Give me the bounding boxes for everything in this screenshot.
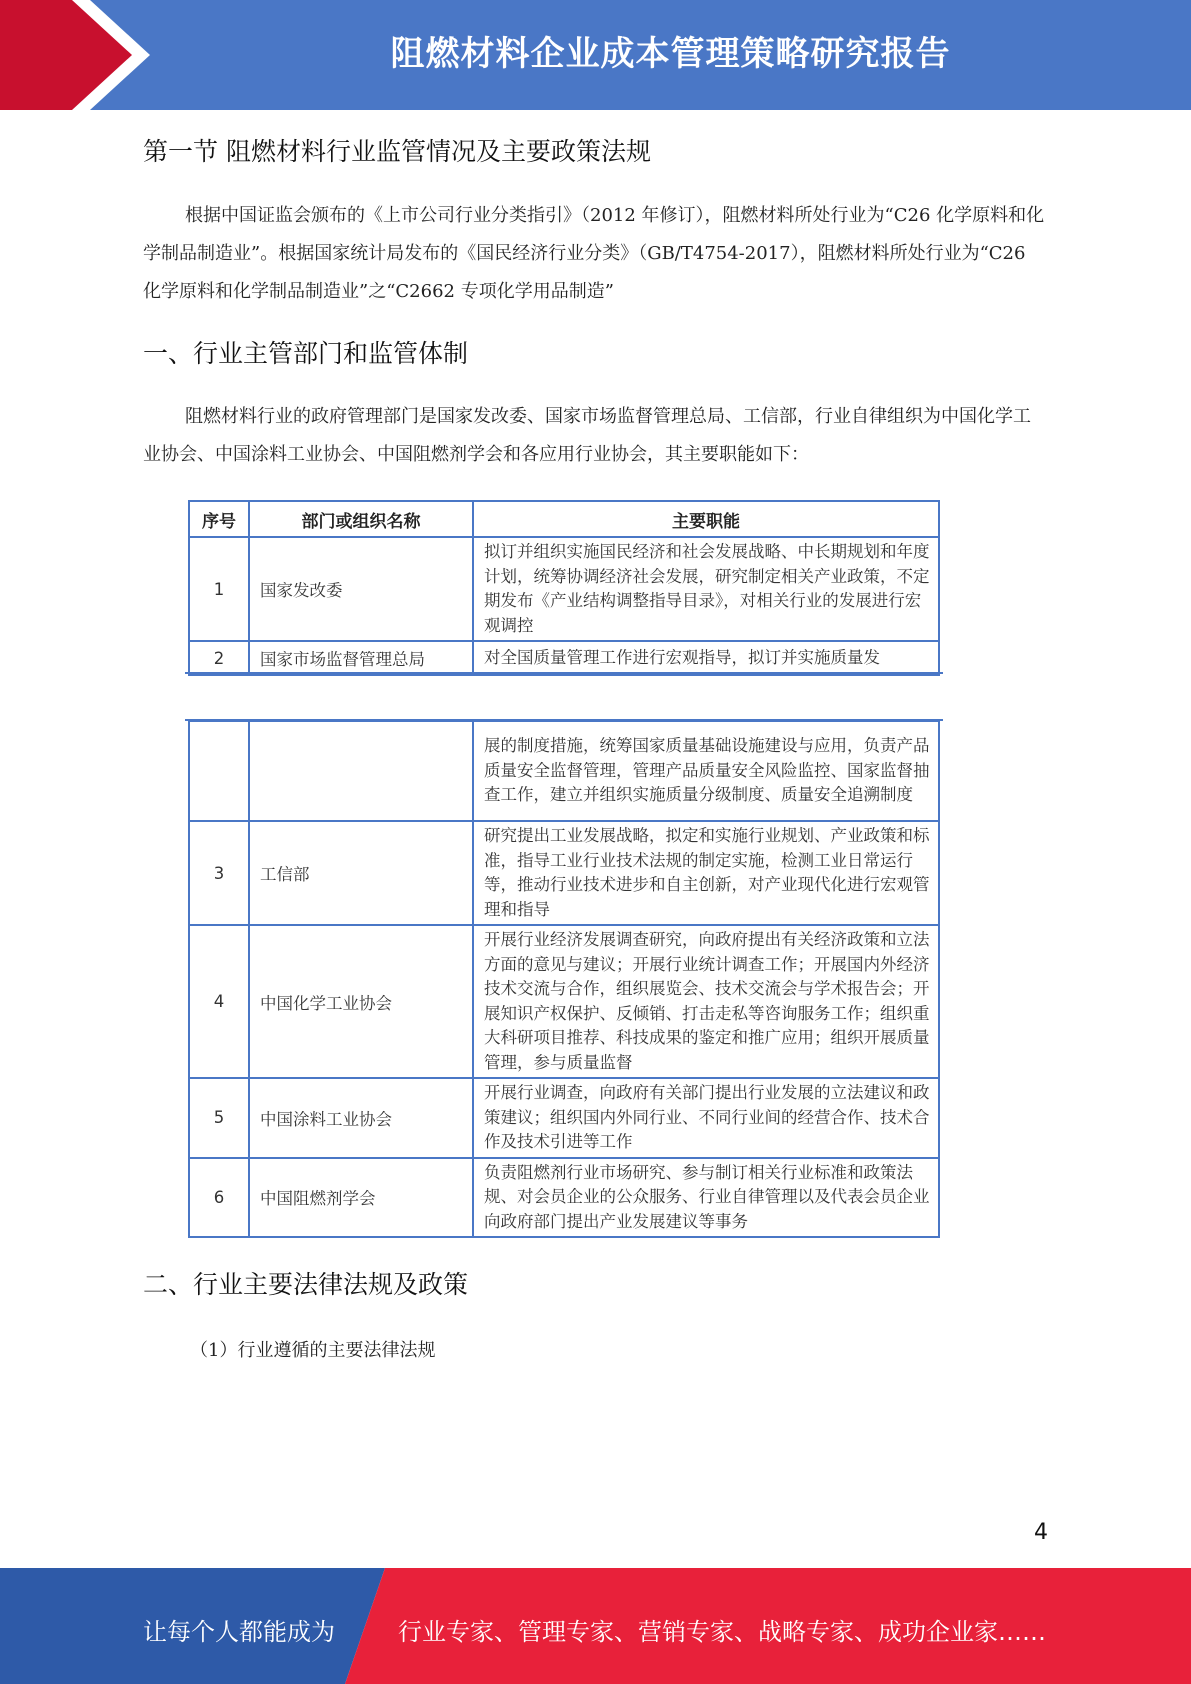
regulator-table-part1 bbox=[188, 500, 940, 676]
row-duty: 开展行业经济发展调查研究，向政府提出有关经济政策和立法方面的意见与建议；开展行业统计调查工作；开展国内外经济技术交流与合作，组织展览会、技术交流会与学术报告会；开展知识产权保护、反倾销、打击走私等咨询服务工作；组织重大科研项目推荐、科技成果的鉴定和推广应用；组织开展质量管理，参与质量监督 bbox=[473, 925, 939, 1078]
row-no: 4 bbox=[189, 925, 249, 1078]
part2-subheading: （1）行业遵循的主要法律法规 bbox=[190, 1340, 436, 1361]
header-arrow-icon bbox=[0, 0, 150, 110]
section-heading: 第一节 阻燃材料行业监管情况及主要政策法规 bbox=[143, 137, 651, 166]
row-name: 中国化学工业协会 bbox=[249, 925, 473, 1078]
table-header-row bbox=[189, 501, 939, 537]
report-title: 阻燃材料企业成本管理策略研究报告 bbox=[390, 34, 951, 74]
row-duty: 负责阻燃剂行业市场研究、参与制订相关行业标准和政策法规、对会员企业的公众服务、行业自律管理以及代表会员企业向政府部门提出产业发展建议等事务 bbox=[473, 1158, 939, 1238]
row-duty: 对全国质量管理工作进行宏观指导，拟订并实施质量发 bbox=[473, 641, 939, 675]
row-duty: 展的制度措施，统筹国家质量基础设施建设与应用，负责产品质量安全监督管理，管理产品质量安全风险监控、国家监督抽查工作，建立并组织实施质量分级制度、质量安全追溯制度 bbox=[473, 721, 939, 821]
row-duty: 开展行业调查，向政府有关部门提出行业发展的立法建议和政策建议；组织国内外同行业、不同行业间的经营合作、技术合作及技术引进等工作 bbox=[473, 1078, 939, 1158]
row-name: 国家市场监督管理总局 bbox=[249, 641, 473, 675]
row-name: 中国涂料工业协会 bbox=[249, 1078, 473, 1158]
row-name bbox=[249, 721, 473, 821]
header-banner bbox=[0, 0, 1191, 110]
row-no: 3 bbox=[189, 821, 249, 925]
table-row bbox=[189, 1158, 939, 1238]
table-row bbox=[189, 821, 939, 925]
part1-paragraph: 阻燃材料行业的政府管理部门是国家发改委、国家市场监督管理总局、工信部，行业自律组织为中国化学工业协会、中国涂料工业协会、中国阻燃剂学会和各应用行业协会，其主要职能如下： bbox=[143, 406, 1031, 465]
row-name: 中国阻燃剂学会 bbox=[249, 1158, 473, 1238]
row-no bbox=[189, 721, 249, 821]
row-no: 5 bbox=[189, 1078, 249, 1158]
table-row bbox=[189, 1078, 939, 1158]
footer-slogan-right: 行业专家、管理专家、营销专家、战略专家、成功企业家…… bbox=[398, 1618, 1046, 1646]
table-break-line bbox=[185, 672, 943, 674]
table-row bbox=[189, 721, 939, 821]
row-name: 国家发改委 bbox=[249, 537, 473, 641]
col-header-no: 序号 bbox=[189, 501, 249, 537]
col-header-name: 部门或组织名称 bbox=[249, 501, 473, 537]
table-row bbox=[189, 537, 939, 641]
regulator-table-part2 bbox=[188, 720, 940, 1238]
table-row bbox=[189, 925, 939, 1078]
footer-slogan-left: 让每个人都能成为 bbox=[143, 1618, 335, 1646]
page-number: 4 bbox=[1034, 1520, 1048, 1545]
part1-heading: 一、行业主管部门和监管体制 bbox=[143, 339, 469, 368]
section-paragraph: 根据中国证监会颁布的《上市公司行业分类指引》（2012 年修订），阻燃材料所处行业为“C26 化学原料和化学制品制造业”。根据国家统计局发布的《国民经济行业分类》（GB/T4754-2017），阻燃材料所处行业为“C26 化学原料和化学制品制造业”之“C2662 专项化学用品制造” bbox=[143, 205, 1045, 302]
col-header-duty: 主要职能 bbox=[473, 501, 939, 537]
row-name: 工信部 bbox=[249, 821, 473, 925]
part2-heading: 二、行业主要法律法规及政策 bbox=[143, 1270, 469, 1299]
row-no: 2 bbox=[189, 641, 249, 675]
row-no: 1 bbox=[189, 537, 249, 641]
row-duty: 研究提出工业发展战略，拟定和实施行业规划、产业政策和标准，指导工业行业技术法规的制定实施，检测工业日常运行等，推动行业技术进步和自主创新，对产业现代化进行宏观管理和指导 bbox=[473, 821, 939, 925]
row-duty: 拟订并组织实施国民经济和社会发展战略、中长期规划和年度计划，统筹协调经济社会发展，研究制定相关产业政策，不定期发布《产业结构调整指导目录》，对相关行业的发展进行宏观调控 bbox=[473, 537, 939, 641]
table-row bbox=[189, 641, 939, 675]
row-no: 6 bbox=[189, 1158, 249, 1238]
